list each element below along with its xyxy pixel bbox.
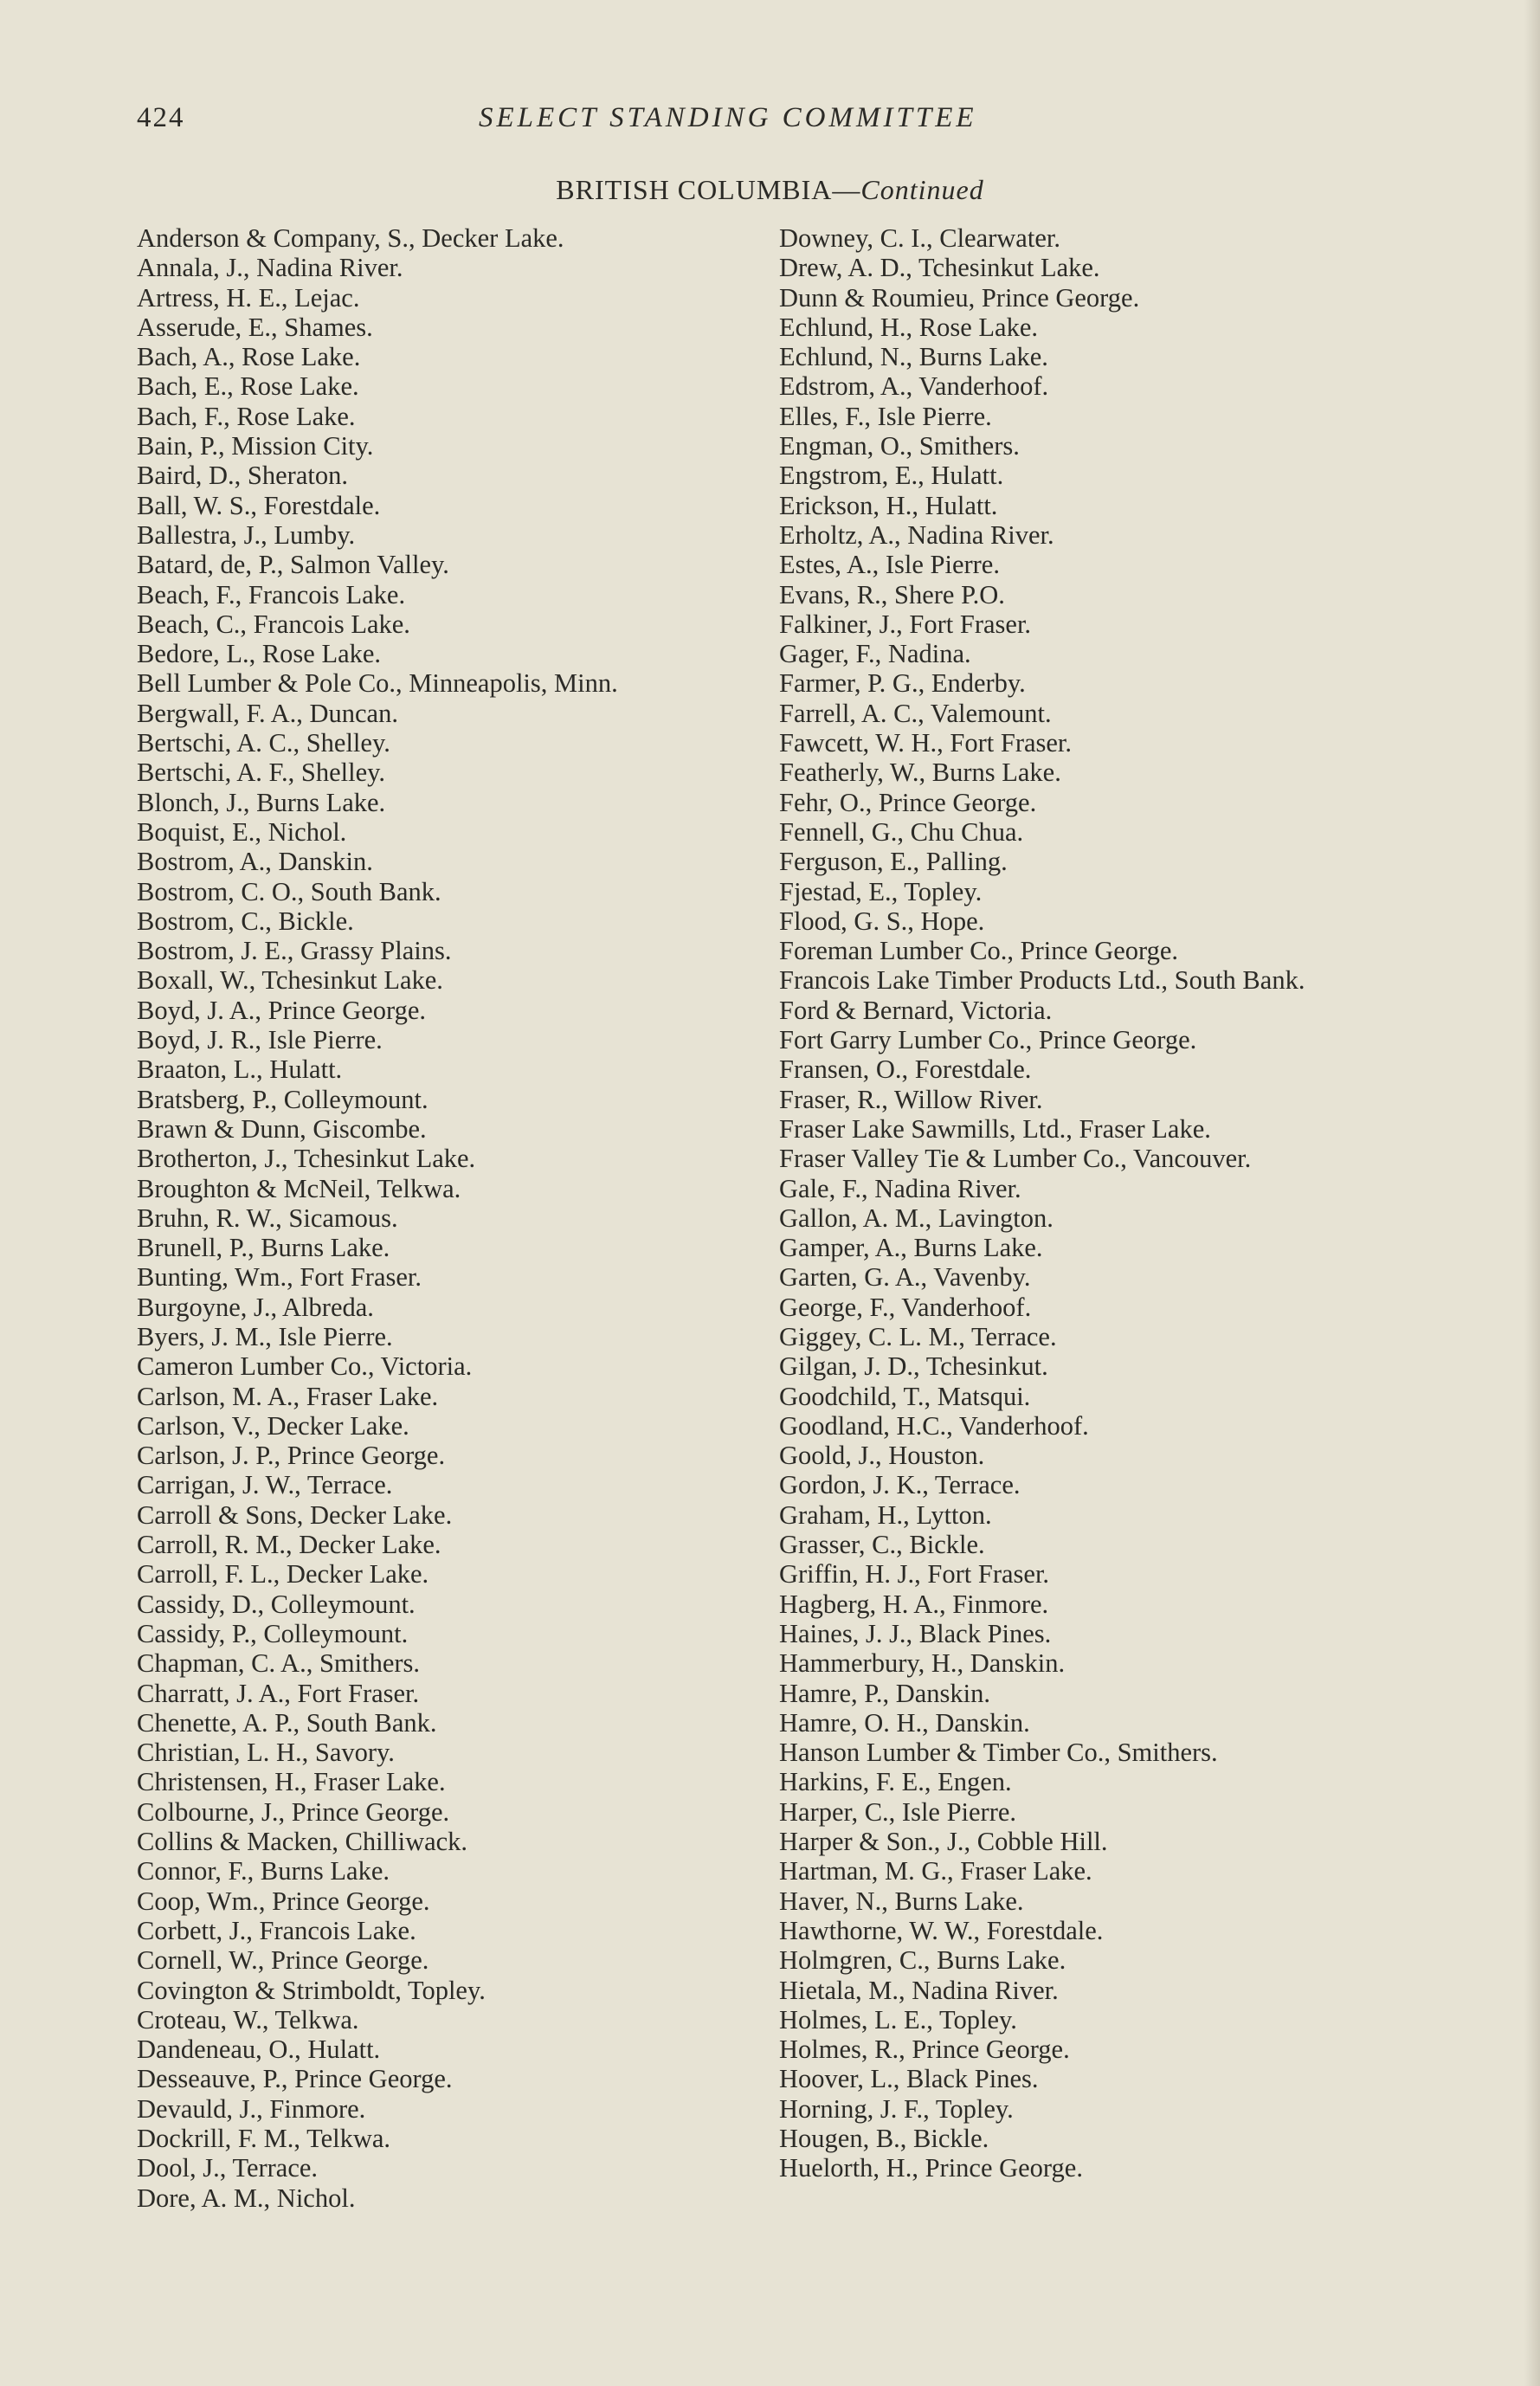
list-item: Bostrom, J. E., Grassy Plains. bbox=[137, 936, 452, 966]
list-item: Hamre, P., Danskin. bbox=[779, 1678, 990, 1708]
list-item: Connor, F., Burns Lake. bbox=[137, 1856, 390, 1886]
list-item: Goold, J., Houston. bbox=[779, 1441, 985, 1471]
list-item: Bruhn, R. W., Sicamous. bbox=[137, 1203, 398, 1233]
list-item: Francois Lake Timber Products Ltd., South Bank. bbox=[779, 965, 1305, 996]
list-item: Goodchild, T., Matsqui. bbox=[779, 1381, 1031, 1411]
list-item: Haver, N., Burns Lake. bbox=[779, 1886, 1024, 1916]
list-item: Covington & Strimboldt, Topley. bbox=[137, 1975, 486, 2005]
list-item: Cassidy, P., Colleymount. bbox=[137, 1618, 409, 1648]
list-item: Dore, A. M., Nichol. bbox=[137, 2183, 356, 2213]
list-item: Dandeneau, O., Hulatt. bbox=[137, 2035, 381, 2065]
section-title-text: BRITISH COLUMBIA— bbox=[556, 174, 861, 205]
list-item: Byers, J. M., Isle Pierre. bbox=[137, 1321, 393, 1351]
list-item: Christensen, H., Fraser Lake. bbox=[137, 1767, 446, 1797]
list-item: Baird, D., Sheraton. bbox=[137, 461, 348, 491]
list-item: Artress, H. E., Lejac. bbox=[137, 282, 360, 313]
page-edge bbox=[1524, 0, 1540, 2386]
list-item: Chapman, C. A., Smithers. bbox=[137, 1648, 421, 1679]
list-item: Echlund, N., Burns Lake. bbox=[779, 342, 1048, 372]
list-item: Carroll & Sons, Decker Lake. bbox=[137, 1499, 453, 1530]
list-item: Corbett, J., Francois Lake. bbox=[137, 1915, 416, 1945]
list-item: Fransen, O., Forestdale. bbox=[779, 1054, 1032, 1085]
list-item: Grasser, C., Bickle. bbox=[779, 1530, 985, 1560]
list-item: Boxall, W., Tchesinkut Lake. bbox=[137, 965, 443, 996]
list-item: Asserude, E., Shames. bbox=[137, 312, 373, 342]
list-item: Engman, O., Smithers. bbox=[779, 431, 1020, 461]
list-item: Haines, J. J., Black Pines. bbox=[779, 1618, 1052, 1648]
list-item: Farrell, A. C., Valemount. bbox=[779, 698, 1052, 728]
list-item: Gordon, J. K., Terrace. bbox=[779, 1470, 1021, 1500]
list-item: Cornell, W., Prince George. bbox=[137, 1945, 429, 1976]
list-item: Carlson, J. P., Prince George. bbox=[137, 1441, 446, 1471]
list-item: Coop, Wm., Prince George. bbox=[137, 1886, 430, 1916]
list-item: Blonch, J., Burns Lake. bbox=[137, 787, 386, 817]
list-item: Fraser Valley Tie & Lumber Co., Vancouver. bbox=[779, 1144, 1252, 1174]
list-item: Engstrom, E., Hulatt. bbox=[779, 461, 1004, 491]
list-item: Hagberg, H. A., Finmore. bbox=[779, 1589, 1049, 1619]
list-item: Fraser Lake Sawmills, Ltd., Fraser Lake. bbox=[779, 1113, 1211, 1144]
list-item: Chenette, A. P., South Bank. bbox=[137, 1707, 437, 1738]
list-item: Fennell, G., Chu Chua. bbox=[779, 816, 1024, 847]
list-item: Harper, C., Isle Pierre. bbox=[779, 1796, 1017, 1827]
list-item: Broughton & McNeil, Telkwa. bbox=[137, 1173, 461, 1203]
list-item: Desseauve, P., Prince George. bbox=[137, 2064, 453, 2094]
list-item: Brawn & Dunn, Giscombe. bbox=[137, 1113, 427, 1144]
list-item: Drew, A. D., Tchesinkut Lake. bbox=[779, 253, 1100, 283]
list-item: Fawcett, W. H., Fort Fraser. bbox=[779, 728, 1073, 758]
list-item: Falkiner, J., Fort Fraser. bbox=[779, 609, 1032, 639]
list-item: Dockrill, F. M., Telkwa. bbox=[137, 2124, 391, 2153]
list-item: Boquist, E., Nichol. bbox=[137, 816, 347, 847]
list-item: Burgoyne, J., Albreda. bbox=[137, 1292, 374, 1322]
list-item: Bedore, L., Rose Lake. bbox=[137, 639, 382, 669]
right-column bbox=[779, 223, 1472, 2183]
list-item: Evans, R., Shere P.O. bbox=[779, 579, 1005, 609]
list-item: Annala, J., Nadina River. bbox=[137, 253, 403, 283]
list-item: Ball, W. S., Forestdale. bbox=[137, 490, 381, 520]
list-item: Charratt, J. A., Fort Fraser. bbox=[137, 1678, 420, 1708]
list-item: Hietala, M., Nadina River. bbox=[779, 1975, 1059, 2005]
list-item: Ballestra, J., Lumby. bbox=[137, 519, 356, 550]
running-head: SELECT STANDING COMMITTEE bbox=[479, 102, 977, 133]
list-item: Christian, L. H., Savory. bbox=[137, 1738, 395, 1768]
page-number: 424 bbox=[137, 102, 185, 133]
list-item: Bratsberg, P., Colleymount. bbox=[137, 1084, 428, 1114]
list-item: Devauld, J., Finmore. bbox=[137, 2093, 366, 2124]
list-item: Braaton, L., Hulatt. bbox=[137, 1054, 343, 1085]
list-item: Gallon, A. M., Lavington. bbox=[779, 1203, 1054, 1233]
list-item: Fraser, R., Willow River. bbox=[779, 1084, 1043, 1114]
list-item: Featherly, W., Burns Lake. bbox=[779, 758, 1061, 788]
list-item: Hamre, O. H., Danskin. bbox=[779, 1707, 1030, 1738]
list-item: Hartman, M. G., Fraser Lake. bbox=[779, 1856, 1092, 1886]
list-item: Fort Garry Lumber Co., Prince George. bbox=[779, 1025, 1197, 1055]
list-item: Bach, A., Rose Lake. bbox=[137, 342, 361, 372]
list-item: Colbourne, J., Prince George. bbox=[137, 1796, 450, 1827]
list-item: Bach, E., Rose Lake. bbox=[137, 371, 359, 402]
list-item: Carlson, V., Decker Lake. bbox=[137, 1410, 409, 1441]
list-item: Harkins, F. E., Engen. bbox=[779, 1767, 1012, 1797]
list-item: Boyd, J. A., Prince George. bbox=[137, 995, 427, 1025]
list-item: Flood, G. S., Hope. bbox=[779, 906, 985, 936]
list-item: Ford & Bernard, Victoria. bbox=[779, 995, 1053, 1025]
list-item: Collins & Macken, Chilliwack. bbox=[137, 1827, 468, 1857]
section-continued: Continued bbox=[860, 174, 984, 205]
list-item: Dunn & Roumieu, Prince George. bbox=[779, 282, 1140, 313]
list-item: Erholtz, A., Nadina River. bbox=[779, 519, 1054, 550]
list-item: Hawthorne, W. W., Forestdale. bbox=[779, 1915, 1104, 1945]
list-item: Goodland, H.C., Vanderhoof. bbox=[779, 1410, 1089, 1441]
list-item: Harper & Son., J., Cobble Hill. bbox=[779, 1827, 1108, 1857]
list-item: Fehr, O., Prince George. bbox=[779, 787, 1037, 817]
list-item: Giggey, C. L. M., Terrace. bbox=[779, 1321, 1057, 1351]
list-item: Bostrom, A., Danskin. bbox=[137, 847, 373, 877]
list-item: Beach, F., Francois Lake. bbox=[137, 579, 406, 609]
list-item: Carroll, F. L., Decker Lake. bbox=[137, 1559, 429, 1590]
list-item: Hougen, B., Bickle. bbox=[779, 2124, 989, 2153]
list-item: Gilgan, J. D., Tchesinkut. bbox=[779, 1351, 1048, 1382]
list-item: Erickson, H., Hulatt. bbox=[779, 490, 998, 520]
left-column bbox=[137, 223, 777, 2213]
list-item: Carroll, R. M., Decker Lake. bbox=[137, 1530, 441, 1560]
list-item: Estes, A., Isle Pierre. bbox=[779, 550, 1000, 580]
list-item: Bostrom, C., Bickle. bbox=[137, 906, 354, 936]
list-item: Croteau, W., Telkwa. bbox=[137, 2004, 359, 2035]
list-item: Holmes, L. E., Topley. bbox=[779, 2004, 1017, 2035]
list-item: Hanson Lumber & Timber Co., Smithers. bbox=[779, 1738, 1218, 1768]
list-item: Boyd, J. R., Isle Pierre. bbox=[137, 1025, 383, 1055]
list-item: Bain, P., Mission City. bbox=[137, 431, 374, 461]
list-item: Anderson & Company, S., Decker Lake. bbox=[137, 223, 564, 253]
list-item: Carlson, M. A., Fraser Lake. bbox=[137, 1381, 439, 1411]
list-item: Bunting, Wm., Fort Fraser. bbox=[137, 1262, 422, 1293]
list-item: Gager, F., Nadina. bbox=[779, 639, 971, 669]
list-item: Foreman Lumber Co., Prince George. bbox=[779, 936, 1179, 966]
list-item: Bell Lumber & Pole Co., Minneapolis, Minn. bbox=[137, 668, 618, 699]
list-item: Graham, H., Lytton. bbox=[779, 1499, 992, 1530]
list-item: Gamper, A., Burns Lake. bbox=[779, 1233, 1043, 1263]
list-item: Brotherton, J., Tchesinkut Lake. bbox=[137, 1144, 476, 1174]
section-title bbox=[0, 174, 1540, 206]
list-item: Bach, F., Rose Lake. bbox=[137, 401, 356, 431]
list-item: Fjestad, E., Topley. bbox=[779, 876, 983, 906]
list-item: Edstrom, A., Vanderhoof. bbox=[779, 371, 1049, 402]
list-item: Elles, F., Isle Pierre. bbox=[779, 401, 992, 431]
list-item: Bertschi, A. F., Shelley. bbox=[137, 758, 386, 788]
list-item: Huelorth, H., Prince George. bbox=[779, 2153, 1083, 2183]
list-item: Brunell, P., Burns Lake. bbox=[137, 1233, 390, 1263]
list-item: Holmgren, C., Burns Lake. bbox=[779, 1945, 1066, 1976]
list-item: Griffin, H. J., Fort Fraser. bbox=[779, 1559, 1050, 1590]
page-header bbox=[137, 102, 1046, 140]
list-item: George, F., Vanderhoof. bbox=[779, 1292, 1032, 1322]
list-item: Garten, G. A., Vavenby. bbox=[779, 1262, 1031, 1293]
list-item: Carrigan, J. W., Terrace. bbox=[137, 1470, 393, 1500]
list-item: Echlund, H., Rose Lake. bbox=[779, 312, 1038, 342]
list-item: Beach, C., Francois Lake. bbox=[137, 609, 410, 639]
list-item: Gale, F., Nadina River. bbox=[779, 1173, 1021, 1203]
list-item: Hoover, L., Black Pines. bbox=[779, 2064, 1039, 2094]
list-item: Horning, J. F., Topley. bbox=[779, 2093, 1014, 2124]
list-item: Cassidy, D., Colleymount. bbox=[137, 1589, 416, 1619]
list-item: Batard, de, P., Salmon Valley. bbox=[137, 550, 449, 580]
list-item: Holmes, R., Prince George. bbox=[779, 2035, 1070, 2065]
list-item: Dool, J., Terrace. bbox=[137, 2153, 319, 2183]
list-item: Cameron Lumber Co., Victoria. bbox=[137, 1351, 473, 1382]
list-item: Hammerbury, H., Danskin. bbox=[779, 1648, 1066, 1679]
list-item: Ferguson, E., Palling. bbox=[779, 847, 1008, 877]
list-item: Bergwall, F. A., Duncan. bbox=[137, 698, 398, 728]
list-item: Bertschi, A. C., Shelley. bbox=[137, 728, 390, 758]
list-item: Downey, C. I., Clearwater. bbox=[779, 223, 1060, 253]
list-item: Bostrom, C. O., South Bank. bbox=[137, 876, 441, 906]
list-item: Farmer, P. G., Enderby. bbox=[779, 668, 1026, 699]
